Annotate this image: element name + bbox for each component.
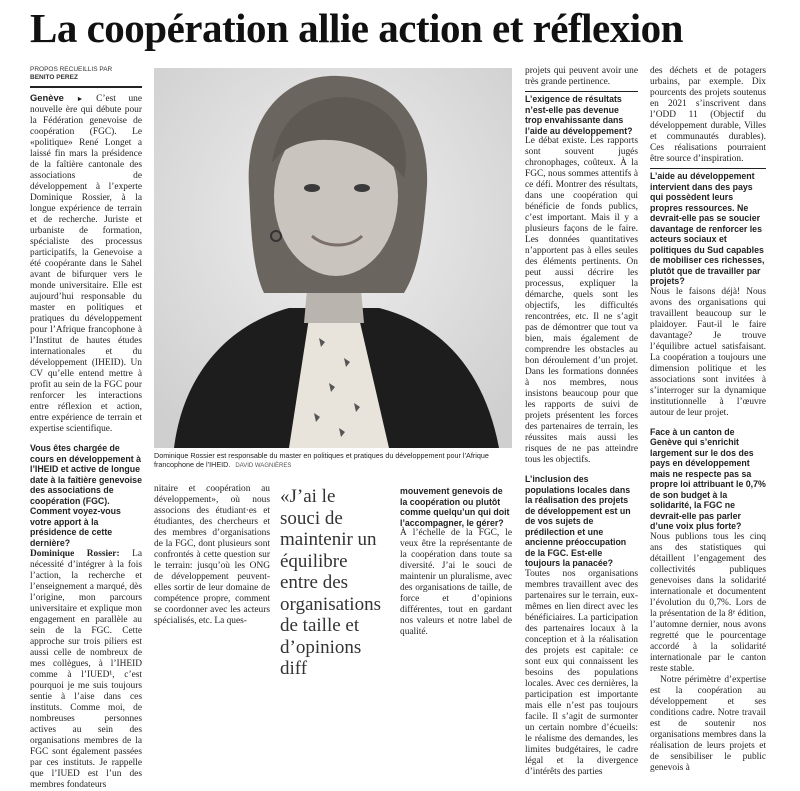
portrait-photo — [154, 68, 512, 448]
col2-text: nitaire et coopération au développement», où nous associons des étudiant·es et étudiantes, des chercheurs et des membres d’organisations de la FGC, dont plusieurs sont confrontés à cette question sur le terrain: jusqu’où les ONG de développement peuvent-elles sortir de leur domaine de compétence propre, comment se coordonner avec les acteurs spécialisés, etc. La ques- — [154, 484, 270, 626]
byline-author: BENITO PEREZ — [30, 74, 78, 81]
question-rule — [525, 91, 638, 92]
dateline: Genève — [30, 92, 64, 103]
byline — [30, 66, 142, 82]
answer-4: Nous le faisons déjà! Nous avons des organisations qui travaillent beaucoup sur le plaidoyer. Faut-il le faire davantage? Je trouve l’équilibre actuel satisfaisant. La coopération a toujours une dimension politique et les associations sont invitées à s’interroger sur la dynamique institutionnelle à l’œuvre autour de leur projet. — [650, 286, 766, 418]
question-rule-2 — [650, 168, 766, 169]
question-2: L’exigence de résultats n’est-elle pas devenue trop envahissante dans l’aide au développement? — [525, 94, 633, 136]
answer-5: Nous publions tous les cinq ans des statistiques qui détaillent l’engagement des collectivités publiques genevoises dans la solidarité internationale et documentent l’évolution du 0,7%. Lors de la présentation de la 8ᵉ édition, l’automne dernier, nous avons regretté que le pourcentage accordé à la solidarité internationale par le canton reste stable. — [650, 531, 766, 674]
question-1: Vous êtes chargée de cours en développement à l’IHEID et active de longue date à la faîtière genevoise des associations de coopération (FGC). Comment voyez-vous votre apport à la présidence de cette dernière? — [30, 443, 142, 548]
intro-paragraph — [30, 92, 142, 435]
byline-rule — [30, 86, 142, 88]
question-5: Face à un canton de Genève qui s’enrichit largement sur le dos des pays en développement mais ne respecte pas sa propre loi attribuant le 0,7% de son budget à la solidarité, la FGC ne devrait-elle pas parler d’une voix plus forte? — [650, 426, 766, 531]
answer-lower: À l’échelle de la FGC, le veux être la représentante de la coopération dans toute sa diversité. J’ai le souci de maintenir un pluralisme, avec des organisations de taille, de force et d’opinions différentes, tout en gardant nos valeurs et notre label de qualité. — [400, 528, 512, 637]
byline-line1: PROPOS RECUEILLIS PAR — [30, 66, 113, 73]
question-lower: mouvement genevois de la coopération ou plutôt comme quelqu’un qui doit l’accompagner, le gérer? — [400, 486, 510, 528]
column-2-lower — [154, 484, 270, 626]
caption-text: Dominique Rossier est responsable du master en politiques et pratiques du développement pour l’Afrique francophone de l’IHEID. — [154, 451, 489, 469]
col3-top: projets qui peuvent avoir une très grande pertinence. — [525, 66, 638, 87]
column-3 — [525, 66, 638, 777]
answer-1-text: La nécessité d’intégrer à la fois l’action, la recherche et l’enseignement a marqué, dès l’origine, mon parcours universitaire et explique mon engagement en parallèle au sein de la FGC. Cette approche sur trois piliers est aussi celle de nombreux de mes collègues, à l’IHEID comme à l’IUED¹, c’est pourquoi je me suis toujours sentie à l’aise dans ces instituts. Comme moi, de nombreuses personnes actives au sein des organisations membres de la FGC sont également passées par ces instituts. Je rappelle que l’IUED est l’un des membres fondateurs — [30, 549, 142, 790]
answer-5b: Notre périmètre d’expertise est la coopération au développement et ses conditions cadre. Notre travail est de soutenir nos organisations membres dans la réalisation de leurs projets et de sensibiliser le public genevois à — [650, 674, 766, 773]
portrait-image — [154, 68, 512, 448]
answer-2: Le débat existe. Les rapports sont souvent jugés chronophages, coûteux. À la FGC, nous sommes attentifs à ce défi. Montrer des résultats, dans une coopération qui bénéficie de fonds publics, c’est important. Mais il y a plusieurs façons de le faire. Les données quantitatives n’apportent pas à elles seules des éléments pertinents. On peut aussi décrire les processus, expliquer la démarche, quels sont les objectifs, les difficultés rencontrées, etc. Il ne s’agit pas de démontrer que tout va bien, mais également de comprendre les obstacles au bon déroulement d’un projet. Dans les formations données à nos membres, nous insistons beaucoup pour que les rapports de suivi de projets présentent les forces des partenaires de terrain, les réussites mais aussi les risques de ne pas atteindre tous les objectifs. — [525, 136, 638, 465]
answer-3: Toutes nos organisations membres travaillent avec des partenaires sur le terrain, eux-mêmes en lien direct avec les bénéficiaires. La participation des partenaires locaux à la conception et à la réalisation des projets est capitale: ce sont eux qui connaissent les besoins des populations locales. Avec ces dernières, la participation est importante mais elle n’est pas toujours facile. Il s’agit de surmonter un certain nombre d’écueils: le réalisme des demandes, les limites budgétaires, le cadre légal et la divergence d’intérêts des parties — [525, 568, 638, 777]
pull-quote: «J’ai le souci de maintenir un équilibre entre des organisations de taille et d’opinions diff — [280, 486, 381, 679]
intro-text: C’est une nouvelle ère qui débute pour la Fédération genevoise de coopération (FGC). Le «politique» René Longet a laissé fin mars la présidence de la faîtière cantonale des associations de développement à l’experte Dominique Rossier, à la longue expérience de terrain et de recherche. Juriste et urbaniste de formation, spécialiste des processus participatifs, la Genevoise a été coopérante dans le Sahel avant de bifurquer vers le monde universitaire. Elle est aujourd’hui responsable du master en politiques et pratiques du développement pour l’Afrique francophone à l’Institut de hautes études internationales et du développement (IHEID). Un CV qu’elle entend mettre à profit au sein de la FGC pour renforcer les interactions entre réflexion et action, entre expérience de terrain et expertise scientifique. — [30, 94, 143, 434]
photo-caption — [154, 451, 512, 471]
column-4 — [650, 66, 766, 773]
column-1 — [30, 92, 143, 790]
question-4: L’aide au développement intervient dans des pays qui possèdent leurs propres ressources. Ne devrait-elle pas se soucier davantage de renforcer les acteurs sociaux et politiques du Sud capables de mobiliser ces richesses, plutôt que de travailler par projets? — [650, 171, 765, 286]
answer-speaker: Dominique Rossier: — [30, 549, 120, 559]
answer-1 — [30, 549, 142, 791]
col4-top: des déchets et de potagers urbains, par exemple. Dix pourcents des projets soutenus en 2021 s’inscrivent dans l’ODD 11 (Objectif du développement durable, Villes et communautés durables). Ces réalisations pourraient être source d’inspiration. — [650, 66, 766, 164]
headline: La coopération allie action et réflexion — [30, 5, 683, 51]
question-3: L’inclusion des populations locales dans la réalisation des projets de développement est un de vos sujets de prédilection et une ancienne préoccupation de la FGC. Est-elle toujours la panacée? — [525, 474, 631, 568]
column-3-lower — [400, 486, 512, 637]
dateline-arrow: ► — [76, 95, 84, 103]
photo-credit: DAVID WAGNIÈRES — [235, 463, 292, 469]
